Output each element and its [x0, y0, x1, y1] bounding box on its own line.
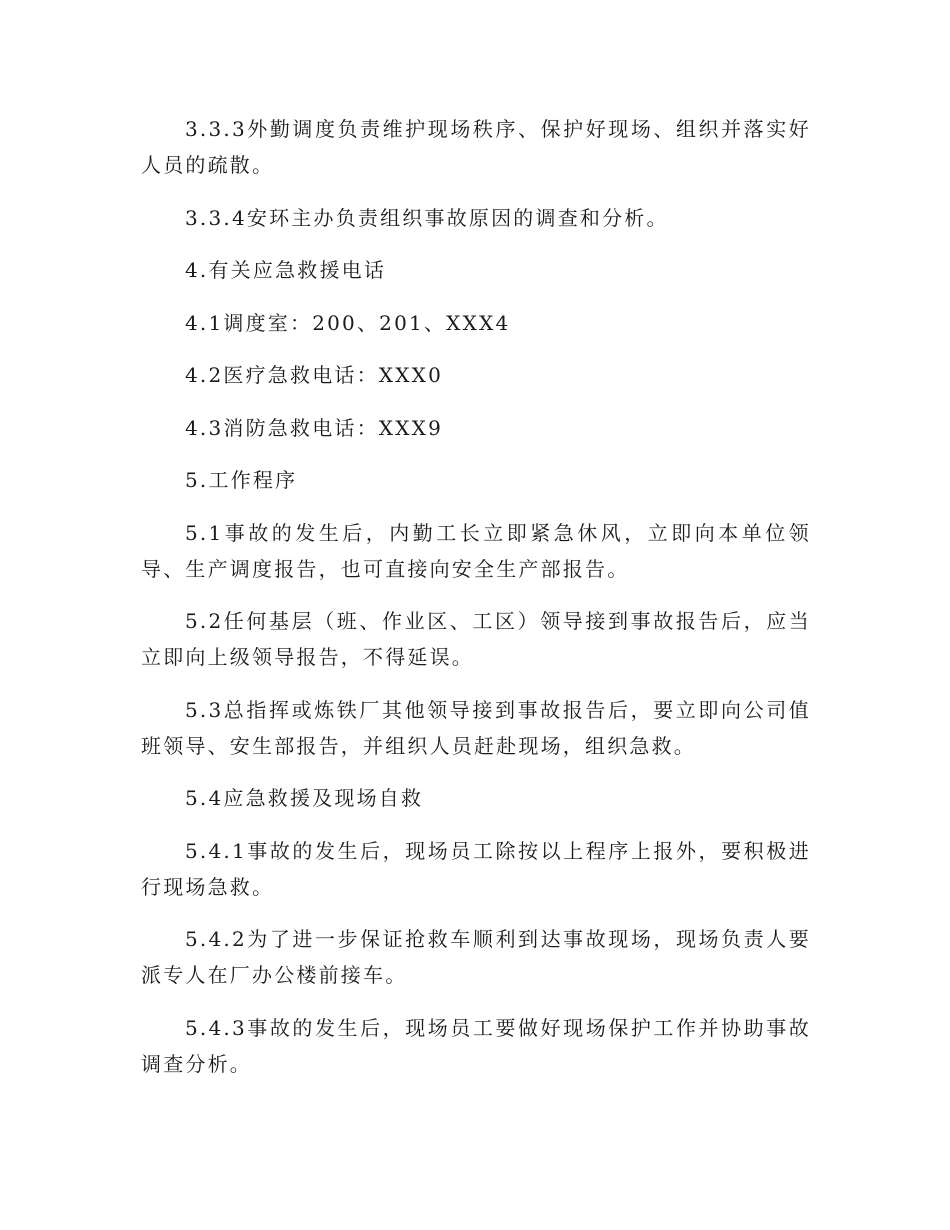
paragraph-5-4: 5.4应急救援及现场自救: [185, 786, 424, 810]
section-heading-4: 4.有关应急救援电话: [185, 258, 387, 282]
paragraph-5-1: 5.1事故的发生后，内勤工长立即紧急休风，立即向本单位领导、生产调度报告，也可直接向安全生产部报告。: [141, 520, 811, 581]
paragraph-5-4-3: 5.4.3事故的发生后，现场员工要做好现场保护工作并协助事故调查分析。: [141, 1015, 811, 1076]
section-heading-5: 5.工作程序: [185, 468, 298, 492]
document-body: [141, 111, 811, 1098]
paragraph-3-3-4: 3.3.4安环主办负责组织事故原因的调查和分析。: [185, 205, 669, 230]
paragraph-5-4-2: 5.4.2为了进一步保证抢救车顺利到达事故现场，现场负责人要派专人在厂办公楼前接车。: [141, 927, 811, 987]
paragraph-4-3: 4.3消防急救电话：XXX9: [185, 415, 444, 440]
paragraph-4-1: 4.1调度室：200、201、XXX4: [185, 310, 511, 335]
paragraph-5-3: 5.3总指挥或炼铁厂其他领导接到事故报告后，要立即向公司值班领导、安生部报告，并组织人员赶赴现场，组织急救。: [141, 697, 811, 758]
paragraph-3-3-3: 3.3.3外勤调度负责维护现场秩序、保护好现场、组织并落实好人员的疏散。: [141, 117, 811, 177]
paragraph-5-4-1: 5.4.1事故的发生后，现场员工除按以上程序上报外，要积极进行现场急救。: [141, 838, 811, 899]
paragraph-5-2: 5.2任何基层（班、作业区、工区）领导接到事故报告后，应当立即向上级领导报告，不得延误。: [141, 609, 811, 669]
paragraph-4-2: 4.2医疗急救电话：XXX0: [185, 363, 444, 387]
